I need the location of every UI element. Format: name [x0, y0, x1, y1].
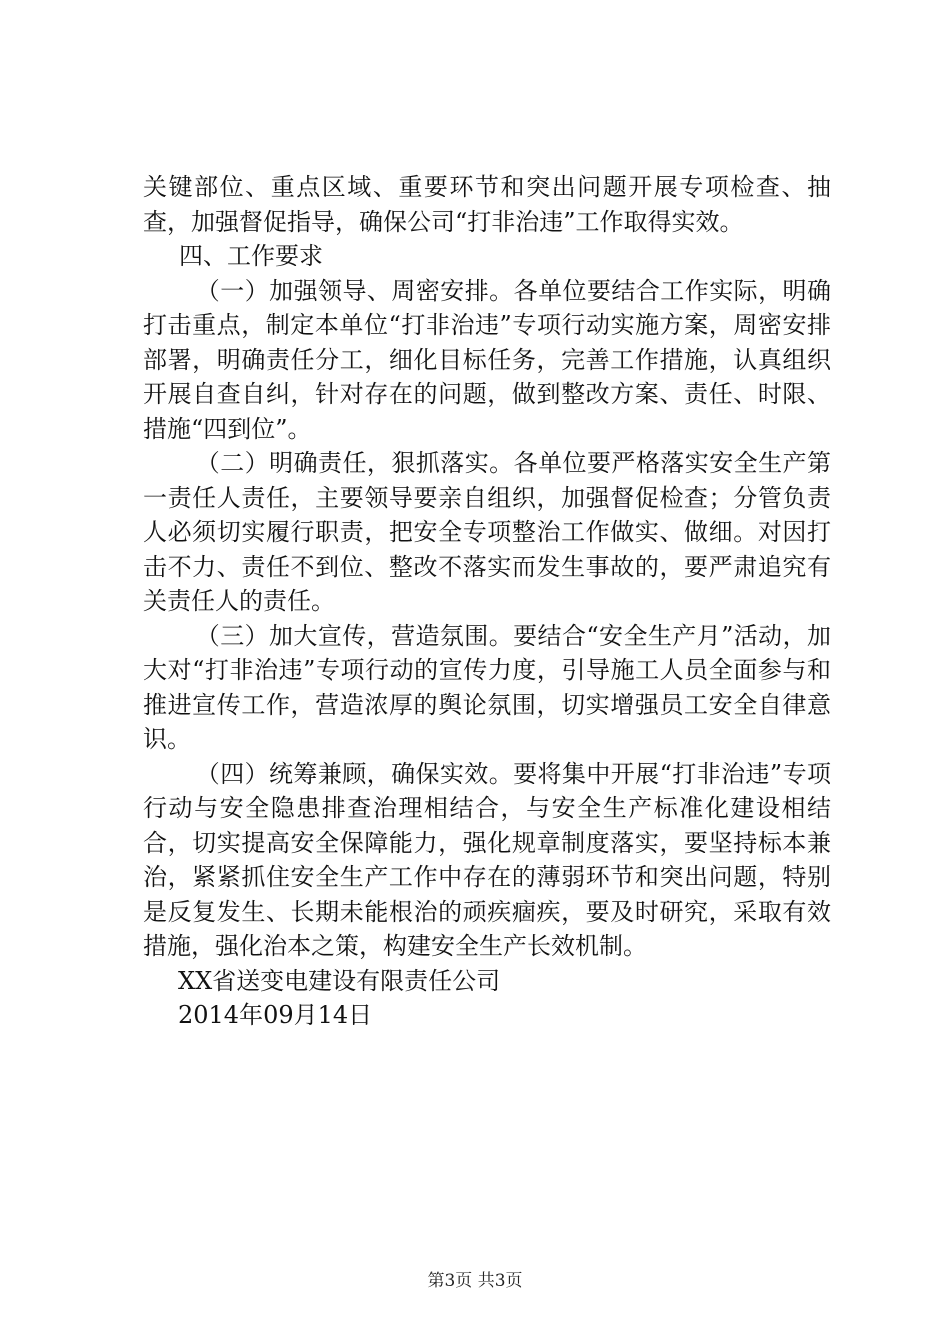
- section-heading: 四、工作要求: [179, 242, 323, 270]
- signature-date: 2014年09月14日: [178, 1001, 373, 1029]
- requirement-paragraph-3: （三）加大宣传，营造氛围。要结合“安全生产月”活动，加大对“打非治违”专项行动的宣传力度，引导施工人员全面参与和推进宣传工作，营造浓厚的舆论氛围，切实增强员工安全自律意识。: [143, 621, 831, 753]
- requirement-paragraph-4: （四）统筹兼顾，确保实效。要将集中开展“打非治违”专项行动与安全隐患排查治理相结合，与安全生产标准化建设相结合，切实提高安全保障能力，强化规章制度落实，要坚持标本兼治，紧紧抓住安全生产工作中存在的薄弱环节和突出问题，特别是反复发生、长期未能根治的顽疾痼疾，要及时研究，采取有效措施，强化治本之策，构建安全生产长效机制。: [143, 759, 831, 960]
- page-number-footer: 第3页 共3页: [427, 1271, 523, 1291]
- signature-company: XX省送变电建设有限责任公司: [178, 966, 501, 995]
- document-body: [143, 170, 831, 1033]
- intro-paragraph: 关键部位、重点区域、重要环节和突出问题开展专项检查、抽查，加强督促指导，确保公司“打非治违”工作取得实效。: [143, 173, 831, 236]
- requirement-paragraph-1: （一）加强领导、周密安排。各单位要结合工作实际，明确打击重点，制定本单位“打非治违”专项行动实施方案，周密安排部署，明确责任分工，细化目标任务，完善工作措施，认真组织开展自查自纠，针对存在的问题，做到整改方案、责任、时限、措施“四到位”。: [143, 276, 831, 443]
- requirement-paragraph-2: （二）明确责任，狠抓落实。各单位要严格落实安全生产第一责任人责任，主要领导要亲自组织，加强督促检查；分管负责人必须切实履行职责，把安全专项整治工作做实、做细。对因打击不力、责任不到位、整改不落实而发生事故的，要严肃追究有关责任人的责任。: [143, 449, 831, 615]
